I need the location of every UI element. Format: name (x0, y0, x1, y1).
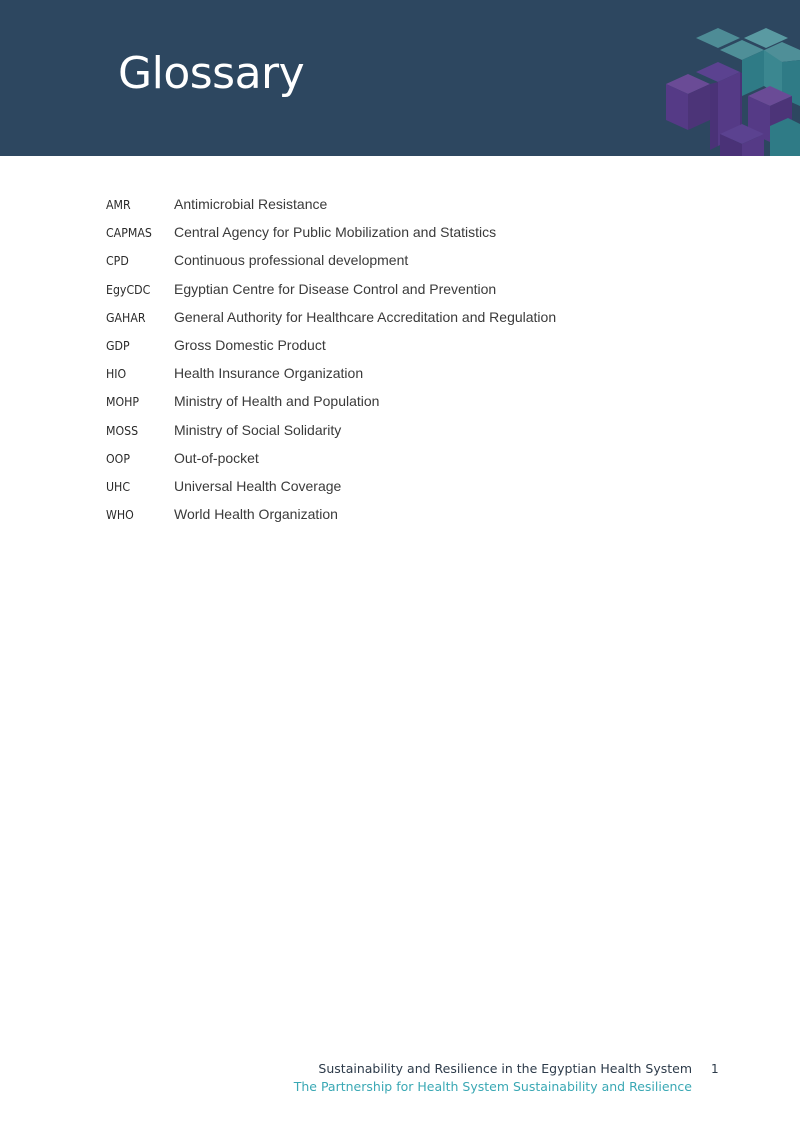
glossary-item (106, 281, 706, 309)
glossary-item (106, 450, 706, 478)
glossary-abbreviation: MOHP (106, 394, 140, 410)
glossary-item (106, 224, 706, 252)
glossary-item (106, 196, 706, 224)
footer-report-title: Sustainability and Resilience in the Egyptian Health System (318, 1061, 692, 1076)
glossary-term: Antimicrobial Resistance (174, 196, 328, 212)
glossary-abbreviation: GDP (106, 337, 130, 353)
glossary-term: Central Agency for Public Mobilization and Statistics (174, 224, 497, 241)
glossary-abbreviation: HIO (106, 366, 127, 382)
glossary-item (106, 252, 706, 280)
page-number: 1 (711, 1062, 719, 1076)
glossary-term: Universal Health Coverage (174, 477, 342, 494)
glossary-list (106, 196, 706, 534)
glossary-item (106, 478, 706, 506)
glossary-term: Ministry of Health and Population (174, 393, 380, 410)
header-banner (0, 0, 800, 156)
glossary-abbreviation: OOP (106, 450, 130, 466)
glossary-abbreviation: AMR (106, 197, 131, 212)
glossary-term: Health Insurance Organization (174, 365, 364, 382)
glossary-item (106, 309, 706, 337)
page-title: Glossary (118, 48, 305, 99)
glossary-abbreviation: EgyCDC (106, 281, 151, 297)
glossary-term: General Authority for Healthcare Accreditation and Regulation (174, 308, 557, 325)
glossary-term: Continuous professional development (174, 252, 409, 269)
glossary-item (106, 506, 706, 534)
glossary-abbreviation: CPD (106, 253, 129, 269)
glossary-item (106, 422, 706, 450)
glossary-term: Out-of-pocket (174, 449, 259, 466)
page-footer (294, 1060, 692, 1096)
glossary-abbreviation: GAHAR (106, 309, 146, 325)
isometric-cross-pattern-icon (660, 26, 800, 156)
glossary-term: Egyptian Centre for Disease Control and Prevention (174, 280, 497, 297)
glossary-term: World Health Organization (174, 506, 338, 523)
glossary-item (106, 365, 706, 393)
glossary-abbreviation: WHO (106, 507, 134, 523)
glossary-abbreviation: CAPMAS (106, 225, 152, 241)
glossary-abbreviation: MOSS (106, 422, 139, 438)
glossary-item (106, 393, 706, 421)
glossary-term: Ministry of Social Solidarity (174, 421, 342, 438)
glossary-abbreviation: UHC (106, 478, 131, 494)
glossary-item (106, 337, 706, 365)
glossary-term: Gross Domestic Product (174, 336, 326, 353)
footer-partnership-name: The Partnership for Health System Sustainability and Resilience (293, 1079, 692, 1094)
